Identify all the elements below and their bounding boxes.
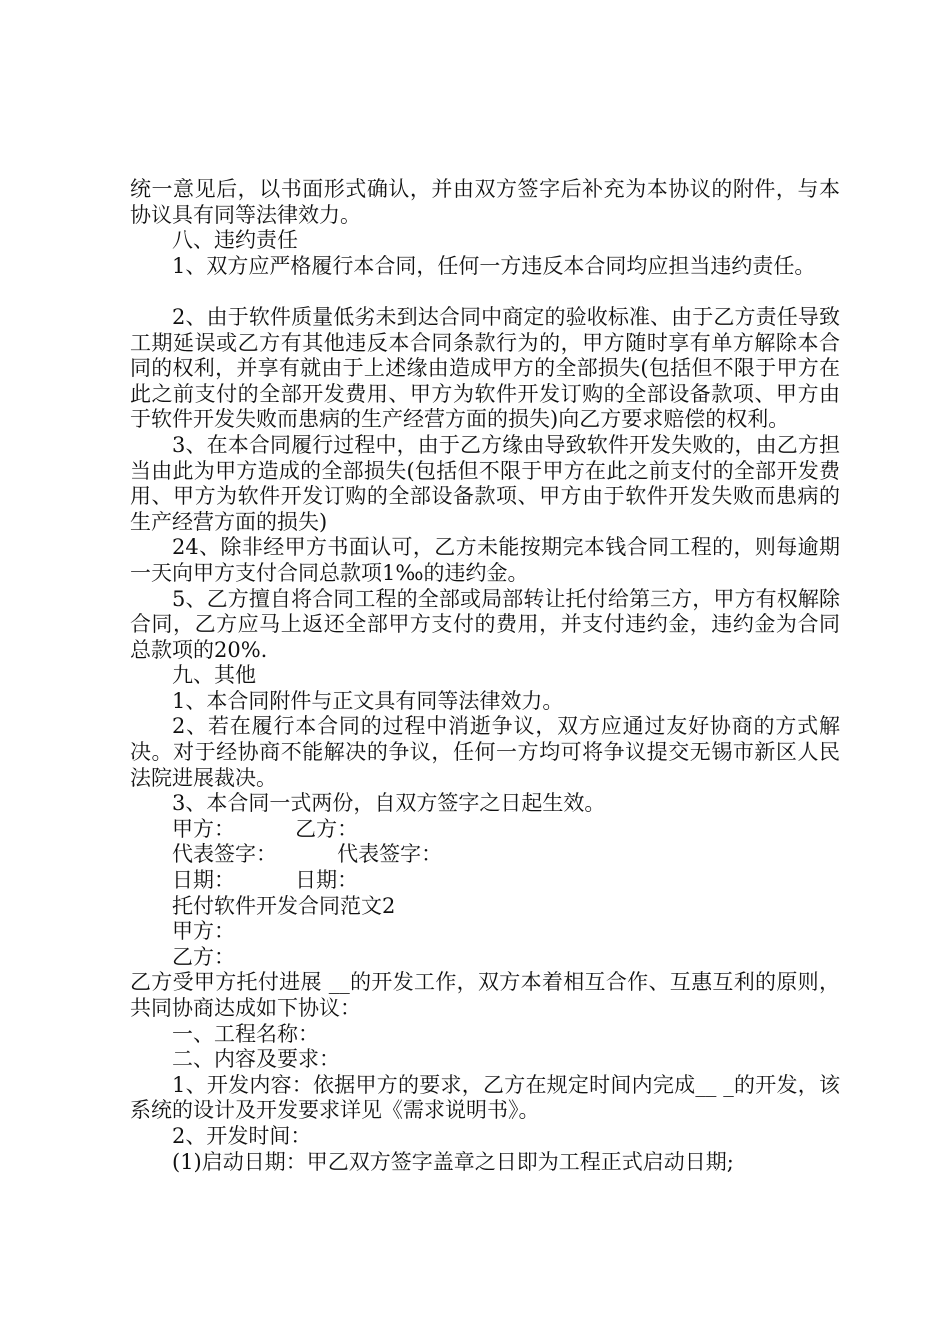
document-body [130, 177, 840, 1175]
clause-other-3: 3、本合同一式两份，自双方签字之日起生效。 [172, 791, 606, 816]
signature-label-party-a: 甲方： [172, 816, 235, 841]
clause-other-1: 1、本合同附件与正文具有同等法律效力。 [172, 688, 564, 713]
section-heading-breach: 八、违约责任 [172, 228, 298, 253]
section-heading-other: 九、其他 [172, 663, 256, 688]
signature-label-rep-b: 代表签字： [337, 842, 443, 867]
signature-label-party-b: 乙方： [295, 816, 359, 841]
section2-heading-content: 二、内容及要求： [172, 1047, 340, 1072]
signature-gap [235, 817, 295, 841]
clause-breach-3: 3、在本合同履行过程中，由于乙方缘由导致软件开发失败的，由乙方担当由此为甲方造成的全部损失(包括但不限于甲方在此之前支付的全部开发费用、甲方为软件开发订购的全部设备款项、甲方由于软件开发失败而患病的生产经营方面的损失) [130, 432, 840, 534]
signature-row-representative [130, 842, 840, 868]
clause-other-2: 2、若在履行本合同的过程中消逝争议，双方应通过友好协商的方式解决。对于经协商不能解决的争议，任何一方均可将争议提交无锡市新区人民法院进展裁决。 [130, 714, 840, 790]
section2-clause-dev-content: 1、开发内容：依据甲方的要求，乙方在规定时间内完成__ _的开发，该系统的设计及开发要求详见《需求说明书》。 [130, 1072, 840, 1123]
section2-clause-dev-time: 2、开发时间： [172, 1123, 312, 1148]
signature-label-rep-a: 代表签字： [172, 842, 277, 867]
blank-line [130, 279, 840, 305]
signature-label-date-b: 日期： [295, 868, 359, 893]
clause-breach-1: 1、双方应严格履行本合同，任何一方违反本合同均应担当违约责任。 [172, 253, 816, 278]
signature-gap [235, 868, 295, 892]
section2-title: 托付软件开发合同范文2 [172, 893, 396, 918]
signature-gap [277, 842, 337, 866]
section2-clause-start-date: (1)启动日期：甲乙双方签字盖章之日即为工程正式启动日期; [172, 1149, 734, 1174]
signature-label-date-a: 日期： [172, 868, 235, 893]
clause-breach-24: 24、除非经甲方书面认可，乙方未能按期完本钱合同工程的，则每逾期一天向甲方支付合同总款项1‰的违约金。 [130, 535, 840, 585]
section2-heading-project-name: 一、工程名称： [172, 1021, 319, 1046]
clause-breach-5: 5、乙方擅自将合同工程的全部或局部转让托付给第三方，甲方有权解除合同，乙方应马上返还全部甲方支付的费用，并支付违约金，违约金为合同总款项的20%. [130, 586, 840, 662]
section2-party-b: 乙方： [172, 944, 235, 969]
signature-row-party [130, 817, 840, 843]
paragraph-continuation: 统一意见后，以书面形式确认，并由双方签字后补充为本协议的附件，与本协议具有同等法律效力。 [130, 177, 840, 227]
section2-party-a: 甲方： [172, 919, 235, 944]
signature-row-date [130, 868, 840, 894]
section2-intro: 乙方受甲方托付进展 __的开发工作，双方本着相互合作、互惠互利的原则，共同协商达成如下协议： [130, 970, 840, 1020]
clause-breach-2: 2、由于软件质量低劣未到达合同中商定的验收标准、由于乙方责任导致工期延误或乙方有其他违反本合同条款行为的，甲方随时享有单方解除本合同的权利，并享有就由于上述缘由造成甲方的全部损失(包括但不限于甲方在此之前支付的全部开发费用、甲方为软件开发订购的全部设备款项、甲方由于软件开发失败而患病的生产经营方面的损失)向乙方要求赔偿的权利。 [130, 304, 840, 432]
